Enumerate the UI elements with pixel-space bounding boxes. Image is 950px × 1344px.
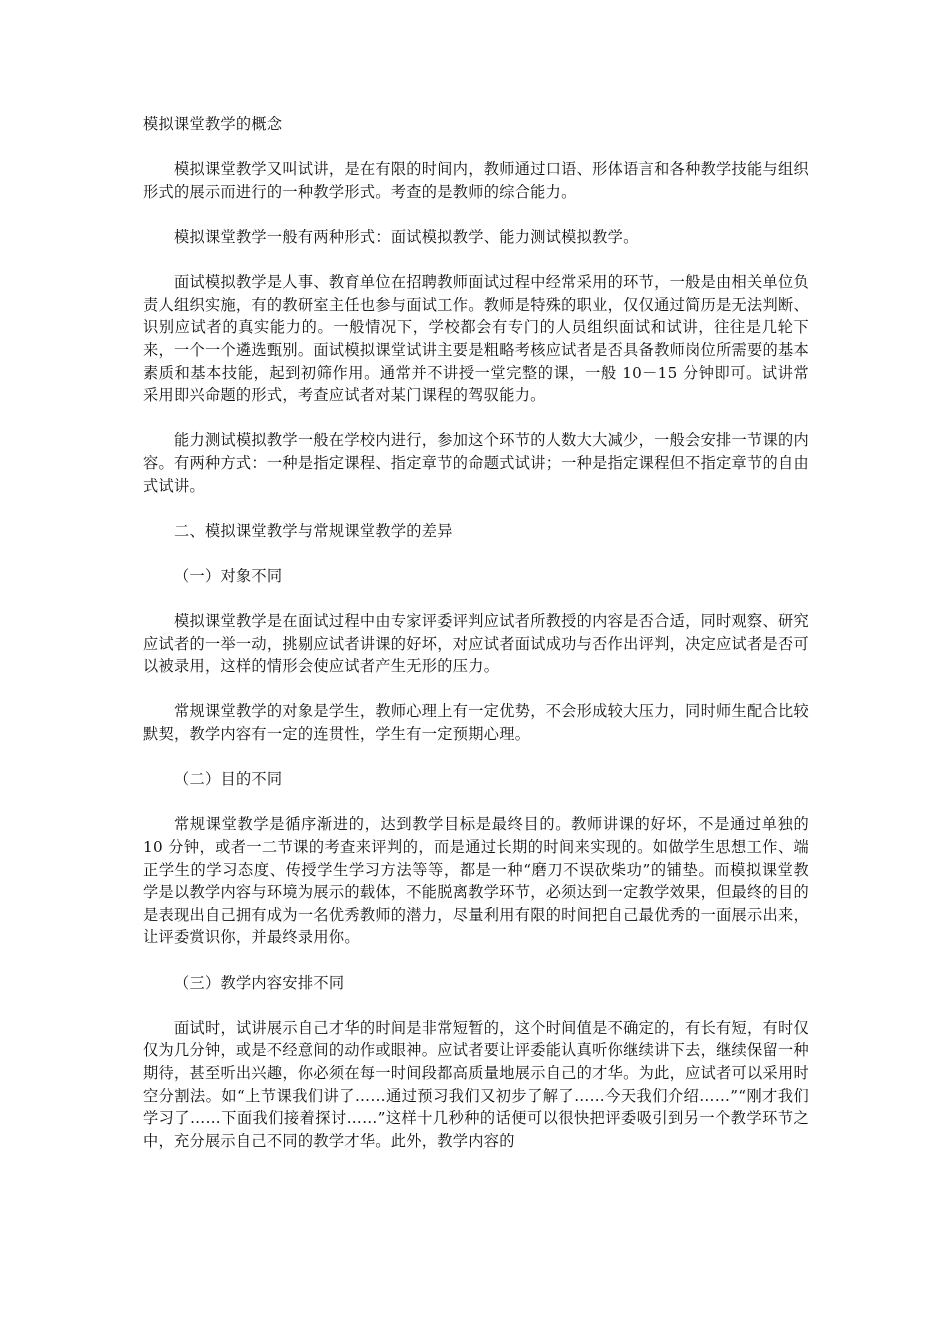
paragraph-ability-test: 能力测试模拟教学一般在学校内进行，参加这个环节的人数大大减少，一般会安排一节课的内容。有两种方式：一种是指定课程、指定章节的命题式试讲；一种是指定课程但不指定章节的自由式试讲。 <box>143 431 809 495</box>
paragraph-simulated-objects: 模拟课堂教学是在面试过程中由专家评委评判应试者所教授的内容是否合适，同时观察、研究应试者的一举一动，挑剔应试者讲课的好坏，对应试者面试成功与否作出评判，决定应试者是否可以被录用，这样的情形会使应试者产生无形的压力。 <box>143 612 809 676</box>
document-page <box>143 113 809 1152</box>
subsection-heading-objects: （一）对象不同 <box>174 566 283 585</box>
paragraph-regular-objects: 常规课堂教学的对象是学生，教师心理上有一定优势，不会形成较大压力，同时师生配合比较默契，教学内容有一定的连贯性，学生有一定预期心理。 <box>143 702 809 744</box>
paragraph-content-arrangement: 面试时，试讲展示自己才华的时间是非常短暂的，这个时间值是不确定的，有长有短，有时仅仅为几分钟，或是不经意间的动作或眼神。应试者要让评委能认真听你继续讲下去，继续保留一种期待，甚至听出兴趣，你必须在每一时间段都高质量地展示自己的才华。为此，应试者可以采用时空分割法。如“上节课我们讲了……通过预习我们又初步了解了……今天我们介绍……”“刚才我们学习了……下面我们接着探讨……”这样十几秒种的话便可以很快把评委吸引到另一个教学环节之中，充分展示自己不同的教学才华。此外，教学内容的 <box>143 1018 809 1150</box>
paragraph-interview-teaching: 面试模拟教学是人事、教育单位在招聘教师面试过程中经常采用的环节，一般是由相关单位负责人组织实施，有的教研室主任也参与面试工作。教师是特殊的职业，仅仅通过简历是无法判断、识别应试者的真实能力的。一般情况下，学校都会有专门的人员组织面试和试讲，往往是几轮下来，一个一个遴选甄别。面试模拟课堂试讲主要是粗略考核应试者是否具备教师岗位所需要的基本素质和基本技能，起到初筛作用。通常并不讲授一堂完整的课，一般 10－15 分钟即可。试讲常采用即兴命题的形式，考查应试者对某门课程的驾驭能力。 <box>143 273 809 405</box>
subsection-heading-goals: （二）目的不同 <box>174 770 283 789</box>
paragraph-forms: 模拟课堂教学一般有两种形式：面试模拟教学、能力测试模拟教学。 <box>174 227 639 246</box>
paragraph-definition: 模拟课堂教学又叫试讲，是在有限的时间内，教师通过口语、形体语言和各种教学技能与组织形式的展示而进行的一种教学形式。考查的是教师的综合能力。 <box>143 160 809 201</box>
subsection-heading-content: （三）教学内容安排不同 <box>174 973 345 992</box>
document-title: 模拟课堂教学的概念 <box>143 115 283 133</box>
paragraph-goals: 常规课堂教学是循序渐进的，达到教学目标是最终目的。教师讲课的好坏，不是通过单独的 10 分钟，或者一二节课的考查来评判的，而是通过长期的时间来实现的。如做学生思想工作、端正学生的学习态度、传授学生学习方法等等，都是一种“磨刀不误砍柴功”的铺垫。而模拟课堂教学是以教学内容与环境为展示的载体，不能脱离教学环节，必须达到一定教学效果，但最终的目的是表现出自己拥有成为一名优秀教师的潜力，尽量利用有限的时间把自己最优秀的一面展示出来，让评委赏识你，并最终录用你。 <box>143 815 809 947</box>
section-heading-differences: 二、模拟课堂教学与常规课堂教学的差异 <box>174 521 453 540</box>
